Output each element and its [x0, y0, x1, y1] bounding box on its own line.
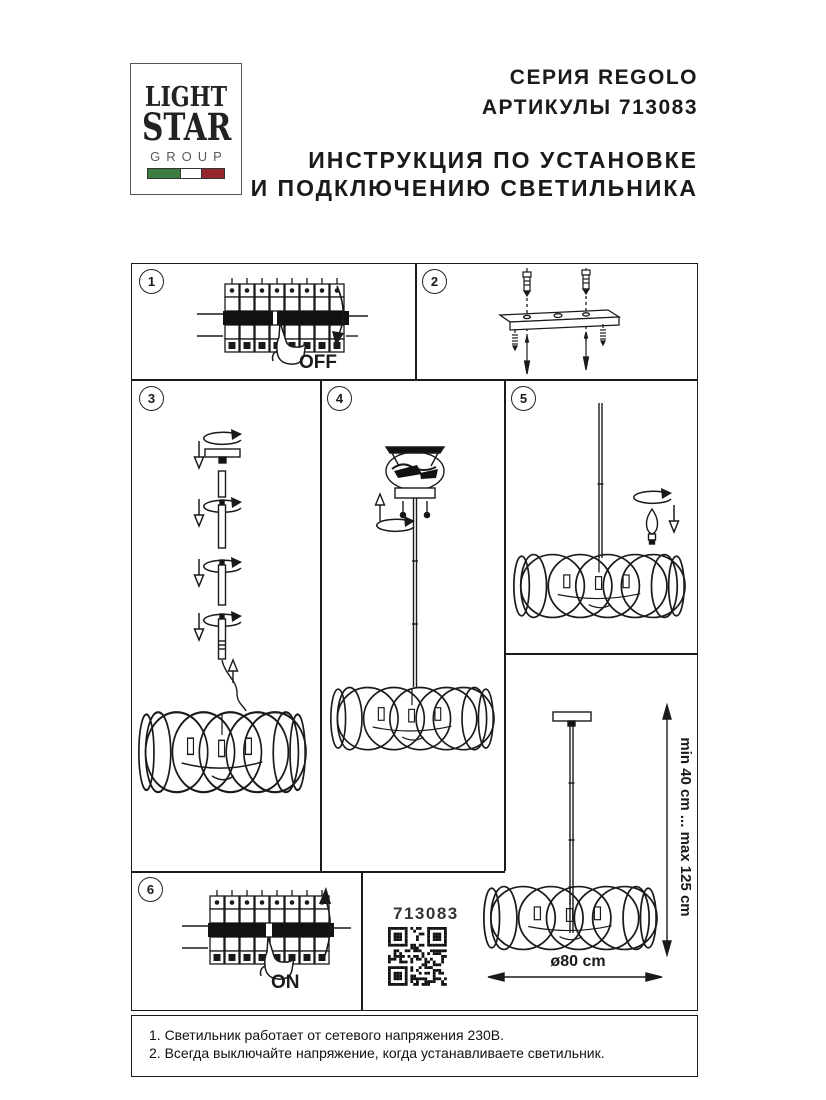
- logo-word-group: GROUP: [150, 149, 228, 164]
- document-header: [251, 66, 698, 202]
- on-label: ON: [271, 972, 300, 993]
- wall-anchor-icon: [582, 268, 590, 294]
- breaker-on-drawing: [168, 878, 368, 1009]
- qr-code: [388, 927, 447, 986]
- side-screw-icon: [600, 324, 606, 345]
- mounting-bracket-drawing: [462, 268, 690, 380]
- italian-flag-bar: [147, 168, 225, 179]
- logo-word-light: LIGHT: [144, 82, 228, 113]
- chandelier-ring-drum: [514, 555, 685, 618]
- diameter-dimension-label: ø80 cm: [550, 953, 606, 970]
- step-badge-1: 1: [139, 269, 164, 294]
- article-number: 713083: [393, 904, 459, 923]
- wall-anchor-icon: [523, 268, 531, 296]
- logo-word-star: STAR: [142, 105, 232, 149]
- note-2: 2. Всегда выключайте напряжение, когда устанавливаете светильник.: [149, 1045, 605, 1061]
- step-badge-5: 5: [511, 386, 536, 411]
- screw-icon: [525, 336, 530, 374]
- off-label: OFF: [299, 352, 337, 373]
- instruction-title-line1: ИНСТРУКЦИЯ ПО УСТАНОВКЕ: [308, 147, 698, 173]
- footer-notes: [131, 1015, 698, 1077]
- chandelier-ring-drum: [139, 712, 306, 792]
- article-title: АРТИКУЛЫ 713083: [481, 96, 698, 119]
- breaker-off-drawing: [195, 270, 370, 378]
- bulb-install-drawing: [506, 381, 698, 651]
- step-badge-3: 3: [139, 386, 164, 411]
- screw-icon: [584, 332, 589, 370]
- rod-assembly-drawing: [133, 381, 318, 869]
- step-badge-4: 4: [327, 386, 352, 411]
- step-badge-2: 2: [422, 269, 447, 294]
- instruction-title-line2: И ПОДКЛЮЧЕНИЮ СВЕТИЛЬНИКА: [250, 175, 698, 201]
- side-screw-icon: [512, 329, 518, 350]
- note-1: 1. Светильник работает от сетевого напряжения 230В.: [149, 1027, 505, 1043]
- step-badge-6: 6: [138, 877, 163, 902]
- lightstar-logo: [130, 63, 242, 195]
- height-dimension-label: min 40 cm ... max 125 cm: [677, 737, 694, 917]
- series-title: СЕРИЯ REGOLO: [509, 66, 698, 89]
- dimensions-drawing: [363, 655, 697, 1011]
